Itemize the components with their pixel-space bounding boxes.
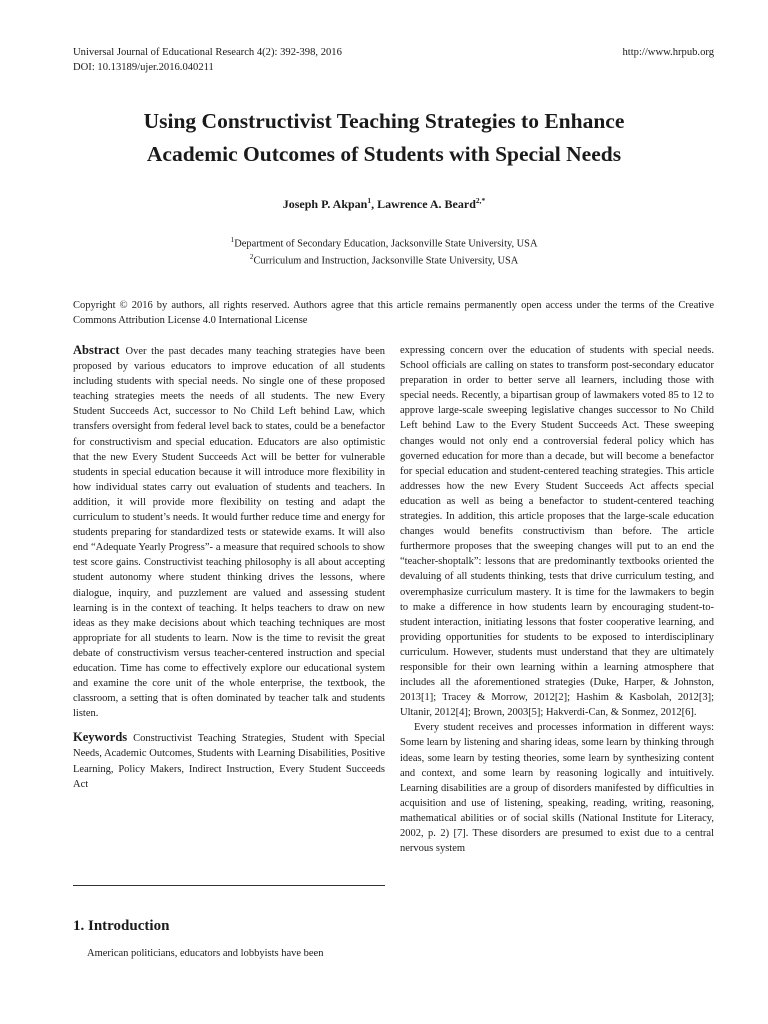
keywords	[73, 730, 385, 791]
affiliation-1-mark: 1	[230, 235, 235, 244]
doi[interactable]: DOI: 10.13189/ujer.2016.040211	[73, 62, 214, 73]
affiliation-2	[40, 250, 728, 267]
affiliation-1	[40, 233, 728, 250]
author-2: Lawrence A. Beard	[377, 197, 476, 211]
keywords-text: Constructivist Teaching Strategies, Student with Special Needs, Academic Outcomes, Students with Learning Disabilities, Positive Learning, Policy Makers, Indirect Instruction, Every Student Succeeds Act	[73, 733, 385, 790]
section-divider	[73, 885, 385, 886]
body-paragraph-2: Every student receives and processes information in different ways: Some learn by listening and sharing ideas, some learn by thinking through ideas, some learn by testing theories, some learn by synthesizing content and context, and some learn by reasoning logically and intuitively. Learning disabilities are a group of disorders manifested by difficulties in acquisition and use of listening, speaking, reading, writing, reasoning, mathematical abilities or of social skills (National Institute for Literacy, 2002, p. 2) [7]. These disorders are presumed to exist due to a central nervous system	[400, 722, 714, 855]
author-separator: ,	[371, 197, 378, 211]
left-column	[73, 343, 385, 792]
affiliation-2-mark: 2	[249, 252, 254, 262]
section-heading-introduction: 1. Introduction	[73, 918, 170, 934]
author-2-affiliation-mark: 2,*	[475, 196, 486, 205]
author-1-affiliation-mark: 1	[367, 196, 372, 205]
abstract-text: Over the past decades many teaching strategies have been proposed by various educators to improve education of all students including students with special needs. No single one of these proposed teaching strategies meets the needs of all students. The new Every Student Succeeds Act, successor to No Child Left behind Law, which transfers oversight from federal level back to states, could be a benefactor for constructivism and special education. Educators are also optimistic that the new Every Student Succeeds Act will be better for vulnerable students in special education because it will introduce more flexibility in how individual states carry out evaluation of students and teachers. In addition, it will provide more flexibility on testing and adapt the curriculum to student’s needs. It would further reduce time and energy for students preparing for standardized tests or statewide exams. It will also end “Adequate Yearly Progress”- a measure that required schools to show test score gains. Constructivist teaching philosophy is all about accepting student autonomy where student thinking drives the lessons, where dialogue, inquiry, and puzzlement are valued and assessing student learning is in the context of teaching. It helps teachers to draw on new ideas as they make decisions about which teaching techniques are most appropriate for all students to learn. Now is the time to revisit the great debate of constructivism versus teacher-centered instruction and special education. Time has come to effectively explore our educational system and examine the core unit of the whole enterprise, the textbook, the classroom, a setting that is often dominated by teacher talk and students listen.	[73, 346, 385, 720]
author-1: Joseph P. Akpan	[282, 197, 368, 211]
title-line-1: Using Constructivist Teaching Strategies to Enhance	[143, 109, 625, 133]
right-column	[400, 343, 714, 856]
keywords-heading: Keywords	[73, 730, 128, 745]
affiliation-2-text: Curriculum and Instruction, Jacksonville State University, USA	[253, 255, 519, 267]
journal-url[interactable]: http://www.hrpub.org	[622, 47, 714, 58]
introduction-first-line: American politicians, educators and lobbyists have been	[87, 948, 324, 959]
abstract-heading: Abstract	[73, 343, 120, 357]
journal-citation: Universal Journal of Educational Research 4(2): 392-398, 2016	[73, 47, 342, 58]
abstract	[73, 343, 385, 721]
author-list	[40, 196, 728, 212]
affiliations	[40, 233, 728, 268]
body-paragraph-1: expressing concern over the education of students with special needs. School officials are calling on states to transform post-secondary educator preparation in order to better serve all learners, including those with special needs. Recently, a bipartisan group of lawmakers voted 85 to 12 to approve large-scale sweeping legislative changes successor to No Child Left behind Law to the Every Student Succeeds Act. These sweeping changes would not only end a controversial federal policy which has governed education for more than a decade, but will become a benefactor for special education and student-centered teaching strategies. This article addresses how the new Every Student Succeeds Act affects special education as well as being a benefactor to student-centered teaching strategies. In addition, this article proposes that the large-scale education changes would benefits constructivism than before. The article furthermore proposes that the sweeping changes will put to an end the “teacher-shoptalk”: lessons that are predominantly textbooks oriented the devaluing of all students thinking, tests that drive curriculum testing, and overemphasize curriculum mastery. It is time for the lawmakers to begin to make a difference in how students learn by encouraging student-to-student interaction, initiating lessons that foster cooperative learning, and providing opportunities for students to be exposed to interdisciplinary curriculum. However, students must understand that they are ultimately responsible for their own learning within a learning atmosphere that includes all the aforementioned strategies (Duke, Harper, & Johnston, 2013[1]; Tracey & Morrow, 2012[2]; Hashim & Kasbolah, 2012[3]; Ultanir, 2012[4]; Brown, 2003[5]; Hakverdi-Can, & Sonmez, 2012[6].	[400, 345, 714, 719]
affiliation-1-text: Department of Secondary Education, Jacksonville State University, USA	[234, 238, 538, 250]
copyright-notice: Copyright © 2016 by authors, all rights reserved. Authors agree that this article remains permanently open access under the terms of the Creative Commons Attribution License 4.0 International License	[73, 300, 714, 326]
running-header	[73, 45, 714, 75]
title-line-2: Academic Outcomes of Students with Special Needs	[146, 142, 622, 166]
paper-title	[40, 105, 728, 171]
